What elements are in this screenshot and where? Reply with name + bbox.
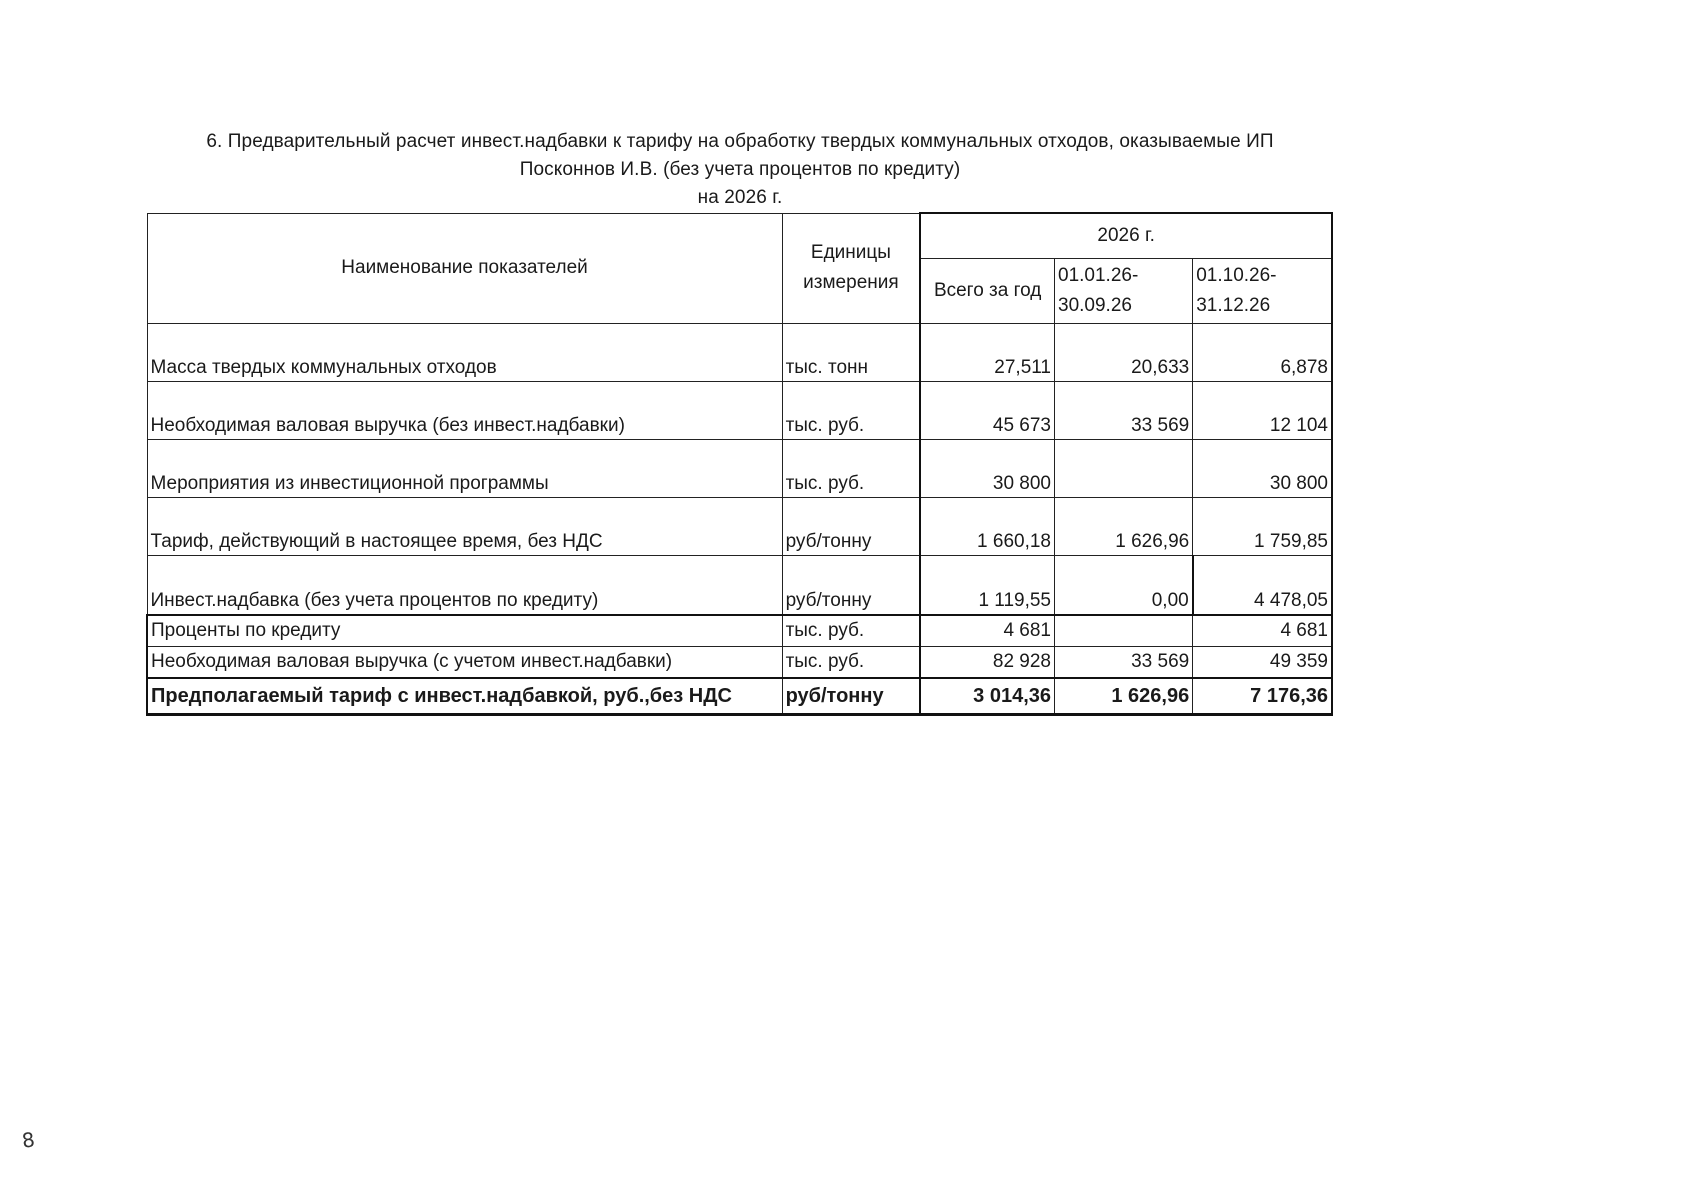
row-unit: руб/тонну bbox=[782, 678, 920, 715]
row-total: 27,511 bbox=[920, 324, 1054, 382]
row-unit: тыс. руб. bbox=[782, 440, 920, 498]
row-period-2: 4 681 bbox=[1193, 615, 1332, 647]
title-line-3: на 2026 г. bbox=[697, 187, 783, 208]
row-unit: тыс. руб. bbox=[782, 615, 920, 647]
row-unit: тыс. руб. bbox=[782, 647, 920, 679]
row-name: Необходимая валовая выручка (с учетом инвест.надбавки) bbox=[147, 647, 782, 679]
table-header-row-1 bbox=[147, 213, 1332, 259]
row-period-2: 30 800 bbox=[1193, 440, 1332, 498]
table-row bbox=[147, 647, 1332, 679]
row-period-2: 1 759,85 bbox=[1193, 498, 1332, 556]
row-total: 30 800 bbox=[920, 440, 1054, 498]
row-period-2: 12 104 bbox=[1193, 382, 1332, 440]
row-name: Мероприятия из инвестиционной программы bbox=[147, 440, 782, 498]
title-line-1: 6. Предварительный расчет инвест.надбавки к тарифу на обработку твердых коммунальных отходов, оказываемые ИП bbox=[206, 131, 1274, 152]
title-line-2: Посконнов И.В. (без учета процентов по кредиту) bbox=[519, 159, 961, 180]
header-period-2: 01.10.26-31.12.26 bbox=[1193, 259, 1332, 324]
row-period-1 bbox=[1055, 615, 1193, 647]
row-total: 82 928 bbox=[920, 647, 1054, 679]
row-total: 45 673 bbox=[920, 382, 1054, 440]
header-unit: Единицы измерения bbox=[782, 213, 920, 324]
table-row bbox=[147, 678, 1332, 715]
row-name: Инвест.надбавка (без учета процентов по кредиту) bbox=[147, 556, 782, 616]
row-name: Тариф, действующий в настоящее время, без НДС bbox=[147, 498, 782, 556]
row-period-1: 0,00 bbox=[1055, 556, 1193, 616]
table-row bbox=[147, 498, 1332, 556]
row-period-1: 1 626,96 bbox=[1055, 678, 1193, 715]
calculation-table bbox=[146, 212, 1333, 716]
row-unit: тыс. тонн bbox=[782, 324, 920, 382]
header-indicator-name: Наименование показателей bbox=[147, 213, 782, 324]
row-unit: руб/тонну bbox=[782, 498, 920, 556]
table-row bbox=[147, 324, 1332, 382]
handwritten-page-number: 8 bbox=[20, 1127, 37, 1153]
row-name: Необходимая валовая выручка (без инвест.надбавки) bbox=[147, 382, 782, 440]
row-period-2: 7 176,36 bbox=[1193, 678, 1332, 715]
table-row bbox=[147, 440, 1332, 498]
row-unit: руб/тонну bbox=[782, 556, 920, 616]
table-row bbox=[147, 382, 1332, 440]
row-period-1: 33 569 bbox=[1055, 647, 1193, 679]
header-total-year: Всего за год bbox=[920, 259, 1054, 324]
row-period-1: 33 569 bbox=[1055, 382, 1193, 440]
row-period-2: 6,878 bbox=[1193, 324, 1332, 382]
document-title bbox=[130, 128, 1350, 212]
table-row bbox=[147, 556, 1332, 616]
row-name: Масса твердых коммунальных отходов bbox=[147, 324, 782, 382]
row-total: 4 681 bbox=[920, 615, 1054, 647]
row-unit: тыс. руб. bbox=[782, 382, 920, 440]
header-year: 2026 г. bbox=[920, 213, 1332, 259]
row-period-2: 4 478,05 bbox=[1193, 556, 1332, 616]
row-period-1: 1 626,96 bbox=[1055, 498, 1193, 556]
table-row bbox=[147, 615, 1332, 647]
row-name: Предполагаемый тариф с инвест.надбавкой, руб.,без НДС bbox=[147, 678, 782, 715]
row-total: 1 119,55 bbox=[920, 556, 1054, 616]
row-name: Проценты по кредиту bbox=[147, 615, 782, 647]
row-period-2: 49 359 bbox=[1193, 647, 1332, 679]
row-total: 1 660,18 bbox=[920, 498, 1054, 556]
header-period-1: 01.01.26-30.09.26 bbox=[1055, 259, 1193, 324]
row-period-1 bbox=[1055, 440, 1193, 498]
row-total: 3 014,36 bbox=[920, 678, 1054, 715]
row-period-1: 20,633 bbox=[1055, 324, 1193, 382]
